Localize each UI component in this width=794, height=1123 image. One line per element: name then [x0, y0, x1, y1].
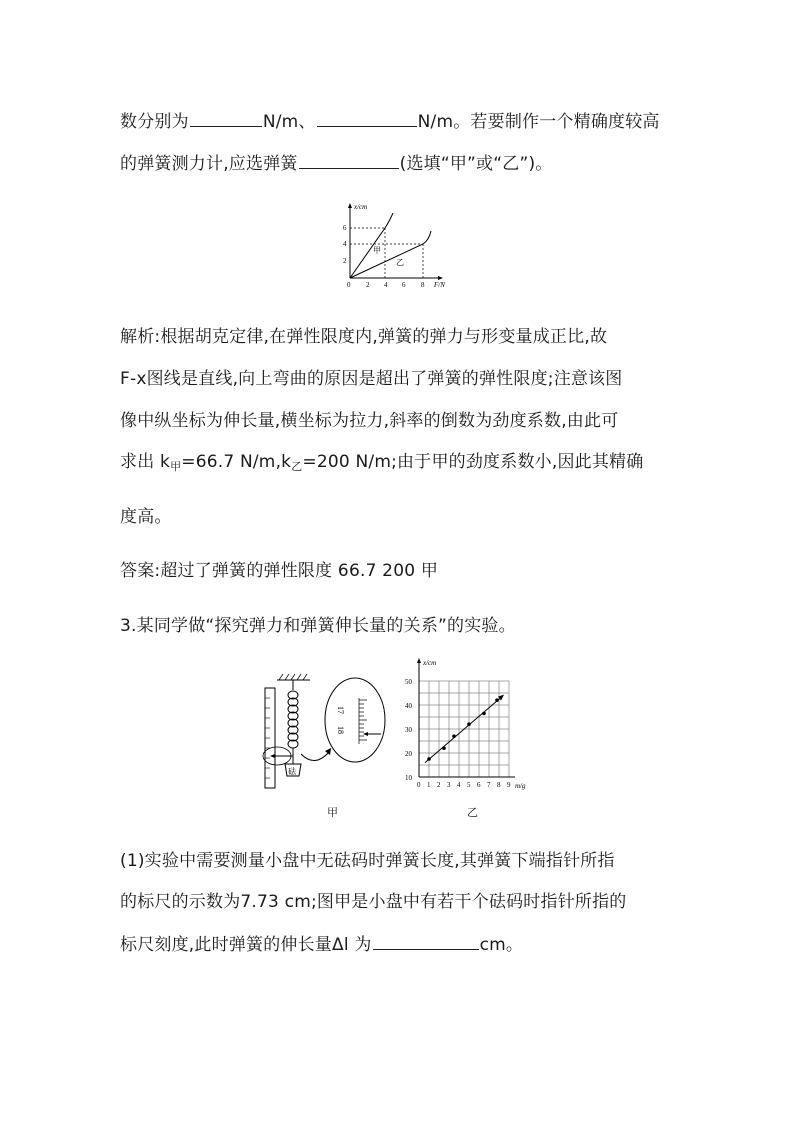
x-tick: 3	[447, 781, 451, 789]
x-tick: 8	[497, 781, 501, 789]
x-axis-label: F/N	[434, 281, 445, 289]
answer-line: 答案:超过了弹簧的弹性限度 66.7 200 甲	[120, 561, 439, 581]
x-tick: 8	[421, 281, 425, 289]
y-axis-label: x/cm	[354, 203, 368, 211]
x-tick: 0	[347, 281, 351, 289]
x-tick: 2	[366, 281, 370, 289]
svg-text:砝: 砝	[288, 767, 296, 776]
x-tick: 5	[467, 781, 471, 789]
part1-line-1: (1)实验中需要测量小盘中无砝码时弹簧长度,其弹簧下端指针所指	[120, 851, 615, 871]
fit-line	[425, 697, 502, 763]
figure-spring-apparatus	[255, 658, 415, 802]
part1-line-3: 标尺刻度,此时弹簧的伸长量Δl 为 cm。	[120, 935, 524, 955]
data-point	[467, 722, 471, 726]
data-point	[495, 698, 499, 702]
x-tick: 6	[477, 781, 481, 789]
x-tick: 4	[384, 281, 388, 289]
x-tick: 0	[417, 781, 421, 789]
y-tick: 20	[405, 750, 412, 758]
caption-yi: 乙	[467, 806, 478, 819]
scale-label-17: 17	[336, 706, 345, 714]
q2-line-2: 的弹簧测力计,应选弹簧 (选填“甲”或“乙”)。	[120, 154, 553, 174]
x-tick: 9	[507, 781, 511, 789]
y-axis-label: x/cm	[423, 659, 437, 667]
answer-blank-3[interactable]	[299, 167, 399, 169]
analysis-line-3: 像中纵坐标为伸长量,横坐标为拉力,斜率的倒数为劲度系数,由此可	[120, 411, 619, 431]
y-axis-arrow	[417, 658, 421, 663]
analysis-line-4: 求出 $k_甲=66.7$ $N/m,k_乙=200$ N/m;由于甲的劲度系数小,因此其精确	[120, 452, 644, 473]
y-tick: 6	[343, 224, 347, 232]
analysis-line-5: 度高。	[120, 507, 172, 527]
line-yi	[350, 231, 431, 278]
x-tick: 1	[427, 781, 431, 789]
y-axis-arrow	[348, 203, 352, 208]
figure-spring-graph	[330, 198, 460, 297]
y-tick: 10	[405, 774, 412, 782]
answer-blank-4[interactable]	[373, 948, 479, 950]
y-tick: 2	[343, 257, 347, 265]
x-tick: 6	[402, 281, 406, 289]
y-tick: 50	[405, 678, 412, 686]
caption-jia: 甲	[327, 806, 338, 819]
data-point	[482, 712, 486, 716]
answer-blank-1[interactable]	[190, 125, 262, 127]
label-jia: 甲	[373, 246, 381, 255]
q3-title: 3.某同学做“探究弹力和弹簧伸长量的关系”的实验。	[120, 616, 516, 636]
spring-coil	[288, 691, 298, 748]
y-tick: 4	[343, 240, 347, 248]
analysis-line-2: F-x图线是直线,向上弯曲的原因是超出了弹簧的弹性限度;注意该图	[120, 369, 623, 389]
label-yi: 乙	[396, 258, 404, 267]
q2-line-1: 数分别为 N/m、 N/m。若要制作一个精确度较高	[120, 112, 660, 132]
answer-blank-2[interactable]	[317, 125, 417, 127]
y-tick: 40	[405, 702, 412, 710]
analysis-line-1: 解析:根据胡克定律,在弹性限度内,弹簧的弹力与形变量成正比,故	[120, 327, 608, 347]
magnified-view	[325, 678, 385, 762]
x-axis-arrow	[438, 276, 443, 280]
x-tick: 7	[487, 781, 491, 789]
figure-scatter-chart	[393, 655, 533, 799]
data-point	[452, 734, 456, 738]
data-point	[442, 746, 446, 750]
scale-label-18: 18	[336, 726, 345, 734]
y-tick: 30	[405, 726, 412, 734]
curved-arrow	[301, 752, 329, 761]
part1-line-2: 的标尺的示数为7.73 cm;图甲是小盘中有若干个砝码时指针所指的	[120, 892, 627, 912]
x-tick: 2	[437, 781, 441, 789]
x-tick: 4	[457, 781, 461, 789]
x-axis-label: m/g	[515, 782, 526, 790]
data-point	[427, 757, 431, 761]
